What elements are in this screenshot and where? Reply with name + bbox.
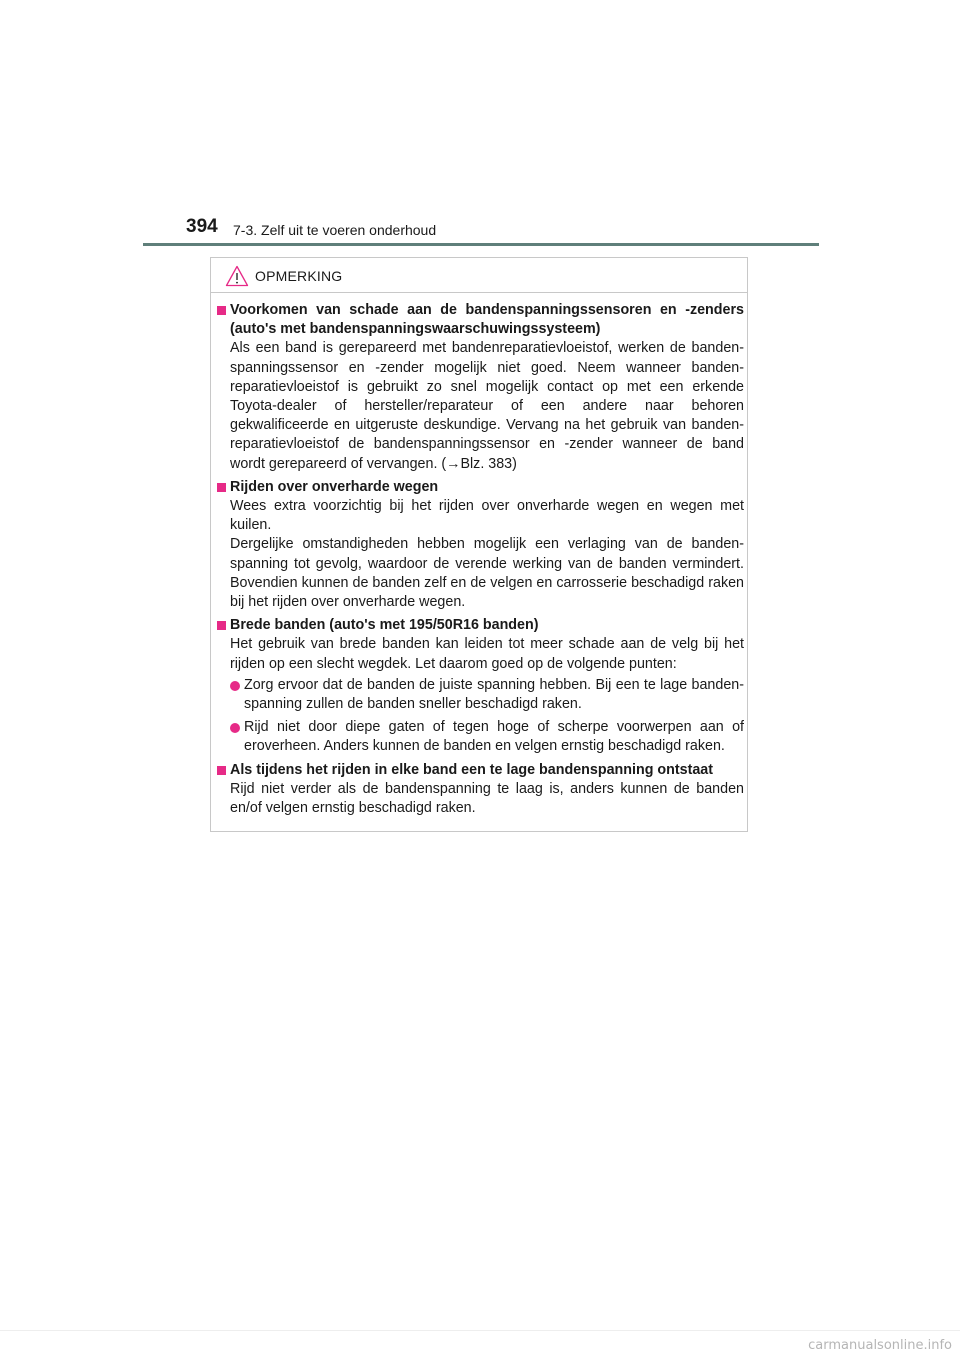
item-paragraph: Het gebruik van brede banden kan leiden tot meer schade aan de velg bij het rijden op een slecht wegdek. Let daarom goed op de volgende punten: — [230, 636, 744, 672]
sub-item-text: Zorg ervoor dat de banden de juiste spanning hebben. Bij een te lage bandenspanning zullen de banden sneller beschadigd raken. — [244, 676, 744, 713]
header-rule — [143, 243, 819, 246]
item-paragraph: Als een band is gerepareerd met bandenreparatievloeistof, werken de bandenspanningssensor en -zender mogelijk niet goed. Neem wanneer bandenreparatievloeistof is gebruikt zo snel mogelijk contact op met een erkende Toyota-dealer of hersteller/reparateur of een andere naar behoren gekwalificeerde en uitgeruste deskundige. Vervang na het gebruik van bandenreparatievloeistof de bandenspanningssensor en -zender wanneer de band wordt gerepareerd of vervangen. (→Blz. 383) — [230, 340, 744, 472]
sub-list-item — [230, 676, 744, 714]
item-paragraph: Dergelijke omstandigheden hebben mogelijk een verlaging van de bandenspanning tot gevolg, waardoor de verende werking van de banden vermindert. Bovendien kunnen de banden zelf en de velgen en carrosserie beschadigd raken bij het rijden over onverharde wegen. — [230, 536, 744, 611]
sub-list-item — [230, 718, 744, 756]
round-bullet-icon — [230, 723, 240, 733]
item-heading: Voorkomen van schade aan de bandenspanningssensoren en -zenders (auto's met bandenspanningswaarschuwingssysteem) — [230, 302, 744, 338]
item-paragraph: Wees extra voorzichtig bij het rijden over onverharde wegen en wegen met kuilen. — [230, 498, 744, 534]
square-bullet-icon — [217, 621, 226, 630]
warning-triangle-icon — [225, 265, 249, 287]
notice-header — [225, 264, 342, 288]
square-bullet-icon — [217, 766, 226, 775]
sub-item-text: Rijd niet door diepe gaten of tegen hoge of scherpe voorwerpen aan of eroverheen. Anders kunnen de banden en velgen ernstig beschadigd raken. — [244, 719, 744, 755]
item-heading: Als tijdens het rijden in elke band een te lage bandenspanning ontstaat — [230, 761, 714, 778]
notice-item-sensor-damage — [216, 301, 744, 474]
notice-item-unpaved-roads — [216, 478, 744, 612]
notice-box — [210, 257, 748, 832]
footer-rule — [0, 1330, 960, 1331]
item-heading: Rijden over onverharde wegen — [230, 478, 439, 495]
section-title: 7-3. Zelf uit te voeren onderhoud — [233, 222, 437, 238]
square-bullet-icon — [217, 483, 226, 492]
item-heading: Brede banden (auto's met 195/50R16 banden) — [230, 617, 539, 634]
notice-divider — [211, 292, 747, 293]
round-bullet-icon — [230, 681, 240, 691]
watermark: carmanualsonline.info — [808, 1338, 952, 1353]
notice-item-low-pressure — [216, 761, 744, 819]
notice-body — [216, 301, 744, 822]
square-bullet-icon — [217, 306, 226, 315]
item-paragraph: Rijd niet verder als de bandenspanning te laag is, anders kunnen de banden en/of velgen ernstig beschadigd raken. — [230, 780, 744, 817]
page-number: 394 — [186, 216, 218, 237]
notice-title: OPMERKING — [255, 268, 343, 284]
sub-list — [216, 676, 744, 757]
notice-item-wide-tyres — [216, 616, 744, 756]
